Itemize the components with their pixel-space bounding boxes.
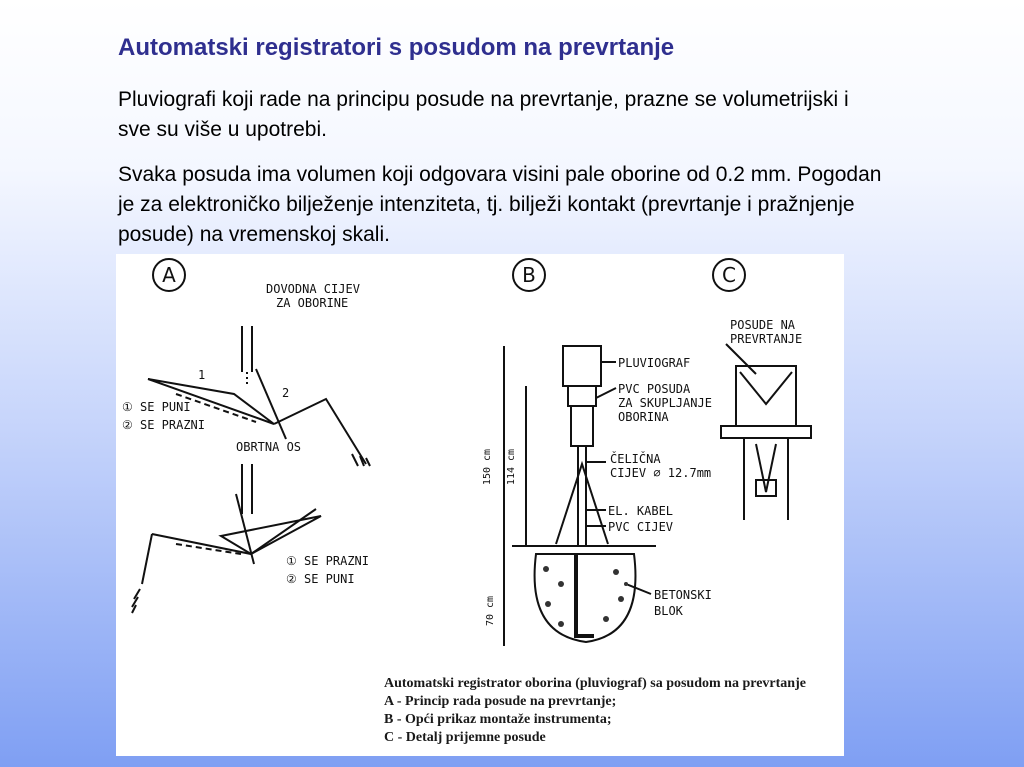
dim-label-114: 114 cm bbox=[506, 448, 518, 486]
slide-title: Automatski registratori s posudom na prevrtanje bbox=[118, 34, 675, 61]
caption-c: C - Detalj prijemne posude bbox=[384, 730, 546, 745]
tipping-bucket-bottom-2 bbox=[221, 516, 321, 554]
label-buckets-1: POSUDE NA bbox=[730, 318, 796, 332]
panel-a-marker: A bbox=[152, 258, 186, 292]
inlet-label-2: ZA OBORINE bbox=[276, 296, 349, 310]
legend-top-2: ② SE PRAZNI bbox=[122, 418, 206, 432]
caption-b: B - Opći prikaz montaže instrumenta; bbox=[384, 712, 612, 727]
label-steel-pipe-1: ČELIČNA bbox=[610, 452, 661, 466]
legend-top-1: ① SE PUNI bbox=[122, 400, 191, 414]
bucket-label-2: 2 bbox=[282, 386, 290, 400]
gravel-pattern bbox=[543, 566, 628, 627]
caption-title: Automatski registrator oborina (pluviograf) sa posudom na prevrtanje bbox=[384, 676, 806, 691]
tipping-bucket-detail bbox=[756, 444, 776, 492]
legend-bottom-1: ① SE PRAZNI bbox=[286, 554, 370, 568]
label-buckets-2: PREVRTANJE bbox=[730, 332, 803, 346]
cable-conduit bbox=[576, 554, 594, 636]
label-concrete-2: BLOK bbox=[654, 604, 683, 618]
label-pvc-vessel-1: PVC POSUDA bbox=[618, 382, 691, 396]
axis-label: OBRTNA OS bbox=[236, 440, 302, 454]
label-steel-pipe-2: CIJEV ∅ 12.7mm bbox=[610, 466, 712, 480]
legend-bottom-2: ② SE PUNI bbox=[286, 572, 355, 586]
label-pvc-vessel-3: OBORINA bbox=[618, 410, 669, 424]
panel-b-marker: B bbox=[512, 258, 546, 292]
label-pvc-vessel-2: ZA SKUPLJANJE bbox=[618, 396, 712, 410]
label-pvc-pipe: PVC CIJEV bbox=[608, 520, 674, 534]
paragraph-volume: Svaka posuda ima volumen koji odgovara visini pale oborine od 0.2 mm. Pogodan je za elektroničko bilježenje intenziteta, tj. bilježi kontakt (prevrtanje i pražnjenje posude) na vremenskoj skali. bbox=[118, 163, 882, 246]
water-spill-bottom bbox=[132, 589, 140, 613]
panel-c-marker: C bbox=[712, 258, 746, 292]
paragraph-intro: Pluviografi koji rade na principu posude na prevrtanje, prazne se volumetrijski i sve su više u upotrebi. bbox=[118, 88, 849, 141]
caption-a: A - Princip rada posude na prevrtanje; bbox=[384, 694, 617, 709]
label-pluviograf: PLUVIOGRAF bbox=[618, 356, 691, 370]
rain-gauge-figure bbox=[116, 254, 844, 756]
label-concrete-1: BETONSKI bbox=[654, 588, 712, 602]
bucket-label-1: 1 bbox=[198, 368, 206, 382]
dim-label-70: 70 cm bbox=[485, 595, 497, 627]
label-el-cable: EL. KABEL bbox=[608, 504, 674, 518]
dim-label-150: 150 cm bbox=[482, 448, 494, 486]
pvc-collector bbox=[571, 406, 593, 446]
collector-funnel bbox=[736, 366, 796, 426]
pluviograph-housing bbox=[563, 346, 601, 386]
inlet-label-1: DOVODNA CIJEV bbox=[266, 282, 360, 296]
bucket-mount bbox=[721, 426, 811, 438]
